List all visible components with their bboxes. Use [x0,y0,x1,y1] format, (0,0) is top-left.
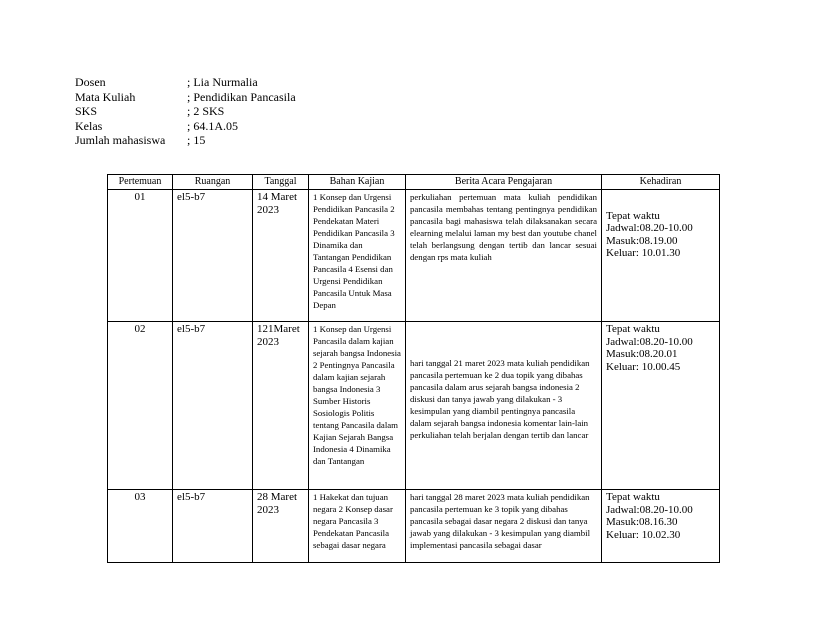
table-row [108,490,720,563]
info-value: ; 15 [187,133,206,147]
room: el5-b7 [173,190,253,322]
info-value: ; 2 SKS [187,104,225,118]
meeting-number: 03 [108,490,173,563]
info-row-class [75,119,296,134]
teaching-report-text: hari tanggal 21 maret 2023 mata kuliah pendidikan pancasila pertemuan ke 2 dua topik yang dibahas pancasila dalam arus sejarah bangsa indonesia 2 diskusi dan tanya jawab yang dilakukan - 3 kesimpulan yang diambil pentingnya pancasila dalam sejarah bangsa indonesia komentar lain-lain perkuliahan telah berjalan dengan tertib dan lancar [410,358,590,440]
info-value: ; 64.1A.05 [187,118,238,133]
teaching-report: perkuliahan pertemuan mata kuliah pendidikan pancasila membahas tentang pentingnya pendidikan pancasila bagi mahasiswa telah dilaksanakan secara elearning melalui laman my best dan youtube chanel telah berlangsung dengan tertib dan lancar sesuai dengan rps mata kuliah [406,190,602,322]
table-row [108,322,720,490]
room: el5-b7 [173,490,253,563]
teaching-report [406,322,602,490]
study-material: 1 Konsep dan Urgensi Pendidikan Pancasila 2 Pendekatan Materi Pendidikan Pancasila 3 Dinamika dan Tantangan Pendidikan Pancasila 4 Esensi dan Urgensi Pendidikan Pancasila Untuk Masa Depan [309,190,406,322]
attendance: Tepat waktu Jadwal:08.20-10.00 Masuk:08.16.30 Keluar: 10.02.30 [602,490,720,563]
spacer [410,323,597,357]
info-label: Mata Kuliah [75,89,136,104]
meeting-number: 01 [108,190,173,322]
course-info [75,75,296,148]
column-header: Pertemuan [108,175,173,190]
info-label: Jumlah mahasiswa [75,133,166,147]
table-row [108,190,720,322]
info-value: ; Pendidikan Pancasila [187,89,296,104]
column-header: Berita Acara Pengajaran [406,175,602,190]
attendance-text: Tepat waktu Jadwal:08.20-10.00 Masuk:08.19.00 Keluar: 10.01.30 [606,209,693,259]
teaching-report-table [107,174,720,563]
info-row-lecturer [75,75,296,90]
table-header-row [108,175,720,190]
date: 14 Maret 2023 [253,190,309,322]
study-material: 1 Hakekat dan tujuan negara 2 Konsep dasar negara Pancasila 3 Pendekatan Pancasila sebagai dasar negara [309,490,406,563]
info-label: SKS [75,104,98,118]
info-row-credits [75,104,296,119]
info-row-course [75,90,296,105]
info-row-students [75,133,296,148]
info-label: Dosen [75,75,106,89]
info-value: ; Lia Nurmalia [187,75,258,89]
date: 121Maret 2023 [253,322,309,490]
date: 28 Maret 2023 [253,490,309,563]
attendance: Tepat waktu Jadwal:08.20-10.00 Masuk:08.20.01 Keluar: 10.00.45 [602,322,720,490]
info-label: Kelas [75,118,103,133]
column-header: Ruangan [173,175,253,190]
study-material: 1 Konsep dan Urgensi Pancasila dalam kajian sejarah bangsa Indonesia 2 Pentingnya Pancasila dalam kajian sejarah bangsa Indonesia 3 Sumber Historis Sosiologis Politis tentang Pancasila dalam Kajian Sejarah Bangsa Indonesia 4 Dinamika dan Tantangan [309,322,406,490]
column-header: Kehadiran [602,175,720,190]
column-header: Tanggal [253,175,309,190]
attendance [602,190,720,322]
room: el5-b7 [173,322,253,490]
column-header: Bahan Kajian [309,175,406,190]
meeting-number: 02 [108,322,173,490]
teaching-report: hari tanggal 28 maret 2023 mata kuliah pendidikan pancasila pertemuan ke 3 topik yang dibahas pancasila sebagai dasar negara 2 diskusi dan tanya jawab yang dilakukan - 3 kesimpulan yang diambil implementasi pancasila sebagai dasar [406,490,602,563]
